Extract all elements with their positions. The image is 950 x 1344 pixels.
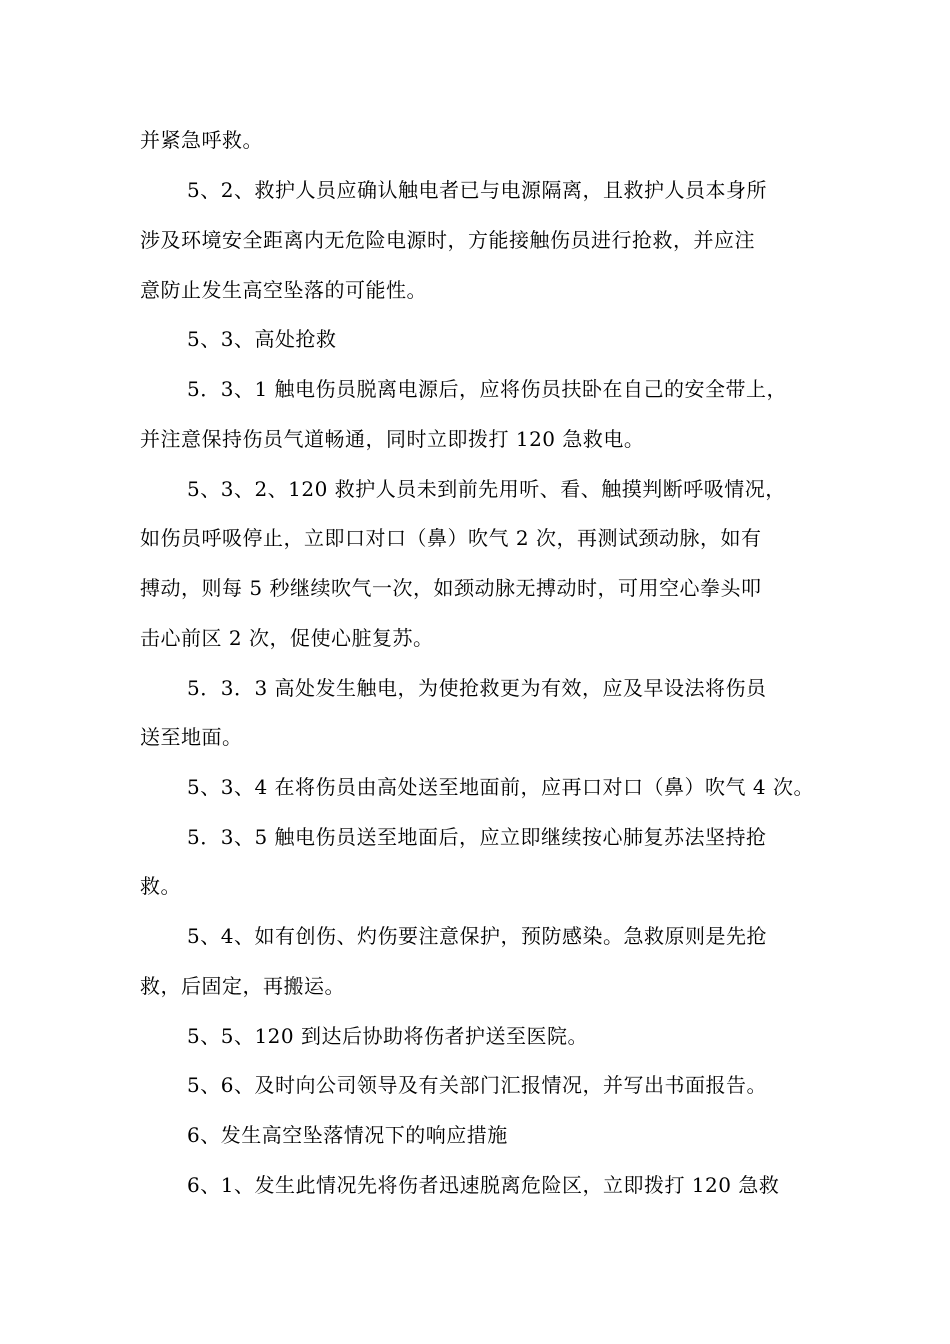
text-line: 并注意保持伤员气道畅通，同时立即拨打 120 急救电。 [140, 427, 645, 451]
text-line: 5、4、如有创伤、灼伤要注意保护，预防感染。急救原则是先抢 [187, 924, 767, 948]
text-line: 送至地面。 [140, 725, 243, 749]
text-line: 救，后固定，再搬运。 [140, 974, 345, 998]
text-line: 意防止发生高空坠落的可能性。 [140, 278, 427, 302]
text-line: 涉及环境安全距离内无危险电源时，方能接触伤员进行抢救，并应注 [140, 228, 755, 252]
text-line: 5．3、5 触电伤员送至地面后，应立即继续按心肺复苏法坚持抢 [187, 825, 767, 849]
text-line: 击心前区 2 次，促使心脏复苏。 [140, 626, 434, 650]
text-line: 搏动，则每 5 秒继续吹气一次，如颈动脉无搏动时，可用空心拳头叩 [140, 576, 762, 600]
text-line: 5、6、及时向公司领导及有关部门汇报情况，并写出书面报告。 [187, 1073, 767, 1097]
text-line: 救。 [140, 874, 181, 898]
text-line: 5、5、120 到达后协助将伤者护送至医院。 [187, 1024, 588, 1048]
section-heading: 5、3、高处抢救 [187, 327, 337, 351]
text-line: 5、2、救护人员应确认触电者已与电源隔离，且救护人员本身所 [187, 178, 767, 202]
text-line: 5．3、1 触电伤员脱离电源后，应将伤员扶卧在自己的安全带上， [187, 377, 788, 401]
text-line: 5、3、2、120 救护人员未到前先用听、看、触摸判断呼吸情况， [187, 477, 786, 501]
text-line: 并紧急呼救。 [140, 128, 263, 152]
text-line: 5、3、4 在将伤员由高处送至地面前，应再口对口（鼻）吹气 4 次。 [187, 775, 814, 799]
text-line: 5．3．3 高处发生触电，为使抢救更为有效，应及早设法将伤员 [187, 676, 767, 700]
text-line: 如伤员呼吸停止，立即口对口（鼻）吹气 2 次，再测试颈动脉，如有 [140, 526, 762, 550]
section-heading: 6、发生高空坠落情况下的响应措施 [187, 1123, 508, 1147]
text-line: 6、1、发生此情况先将伤者迅速脱离危险区，立即拨打 120 急救 [187, 1173, 780, 1197]
